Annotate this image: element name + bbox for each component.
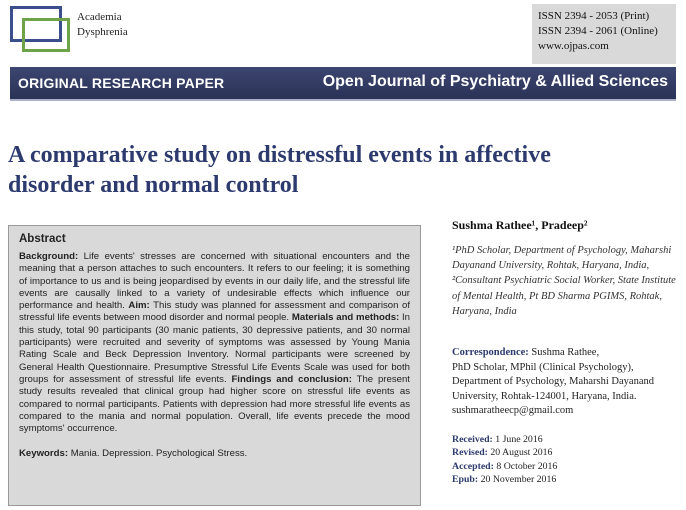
revised-value: 20 August 2016 <box>487 447 553 459</box>
author-column <box>452 218 680 486</box>
accepted-date <box>452 460 680 473</box>
logo-line2: Dysphrenia <box>77 26 128 38</box>
correspondence-name: Sushma Rathee, <box>528 347 600 359</box>
logo-text <box>77 10 128 40</box>
abstract-body <box>19 251 410 435</box>
keywords-label: Keywords: <box>19 448 69 460</box>
title-line1: A comparative study on distressful events in affective <box>8 142 551 168</box>
correspondence-line4: University, Rohtak-124001, Haryana, India. <box>452 390 637 402</box>
correspondence-label: Correspondence: <box>452 347 529 359</box>
received-date <box>452 433 680 446</box>
issn-box <box>532 4 676 64</box>
epub-date <box>452 473 680 486</box>
article-type: ORIGINAL RESEARCH PAPER <box>18 75 225 91</box>
author-affiliation: ¹PhD Scholar, Department of Psychology, Maharshi Dayanand University, Rohtak, Haryana, India, ²Consultant Psychiatric Social Worker, State Institute of Mental Health, Pt BD Sharma PGIMS, Rohtak, Haryana, India <box>452 245 676 317</box>
background-label: Background: <box>19 251 79 262</box>
accepted-value: 8 October 2016 <box>493 460 558 472</box>
aim-label: Aim: <box>128 300 150 312</box>
journal-url[interactable]: www.ojpas.com <box>538 40 609 52</box>
logo-line1: Academia <box>77 11 122 23</box>
accepted-label: Accepted: <box>452 460 494 472</box>
correspondence <box>452 346 680 419</box>
journal-banner <box>10 67 676 101</box>
article-title <box>8 140 668 200</box>
issn-print: ISSN 2394 - 2053 (Print) <box>538 10 650 22</box>
background-text: Life events' stresses are concerned with situational encounters and the meaning that a person attaches to such encounters. It refers to our feeling; it is something of importance to us and is being jeopardised by events in our daily life, and the stressful life events are causally linked to a variety of undesirable effects which influence our performance and health. <box>19 251 410 312</box>
journal-name: Open Journal of Psychiatry & Allied Sciences <box>322 73 668 90</box>
methods-text: In this study, total 90 participants (30 manic patients, 30 depressive patients, and 30 normal participants) were recruited and severity of symptoms was assessed by Young Mania Rating Scale and Beck Depression Inventory. Normal participants were screened by General Health Questionnaire. Presumptive Stressful Life Events Scale was used for both groups for assessment of stressful life events. <box>19 312 410 385</box>
issn-online: ISSN 2394 - 2061 (Online) <box>538 25 658 37</box>
keywords <box>19 448 410 459</box>
keywords-text: Mania. Depression. Psychological Stress. <box>68 448 248 460</box>
received-label: Received: <box>452 433 493 445</box>
correspondence-line2: PhD Scholar, MPhil (Clinical Psychology), <box>452 361 634 373</box>
findings-label: Findings and conclusion: <box>231 373 352 385</box>
journal-logo <box>10 6 140 58</box>
correspondence-line3: Department of Psychology, Maharshi Dayanand <box>452 376 654 388</box>
author-names: Sushma Rathee¹, Pradeep² <box>452 218 588 232</box>
epub-label: Epub: <box>452 473 479 485</box>
logo-square-green <box>22 18 70 52</box>
correspondence-email[interactable]: sushmaratheecp@gmail.com <box>452 405 574 417</box>
revised-date <box>452 446 680 459</box>
epub-value: 20 November 2016 <box>478 473 557 485</box>
title-line2: disorder and normal control <box>8 172 299 198</box>
revised-label: Revised: <box>452 447 488 459</box>
methods-label: Materials and methods: <box>291 312 400 324</box>
article-dates <box>452 433 680 486</box>
aim-text: This study was planned for assessment and comparison of stressful life events between mood disorder and normal people. <box>19 300 410 324</box>
abstract-box <box>8 225 421 506</box>
abstract-heading: Abstract <box>19 233 66 245</box>
received-value: 1 June 2016 <box>492 433 543 445</box>
findings-text: The present study results revealed that clinical group had higher score on stressful life events as compared to normal participants. Patients with depression had more stressful life events as compared to the mania and normal population. Overall, life events precede the mood symptoms' occurrence. <box>19 373 410 435</box>
